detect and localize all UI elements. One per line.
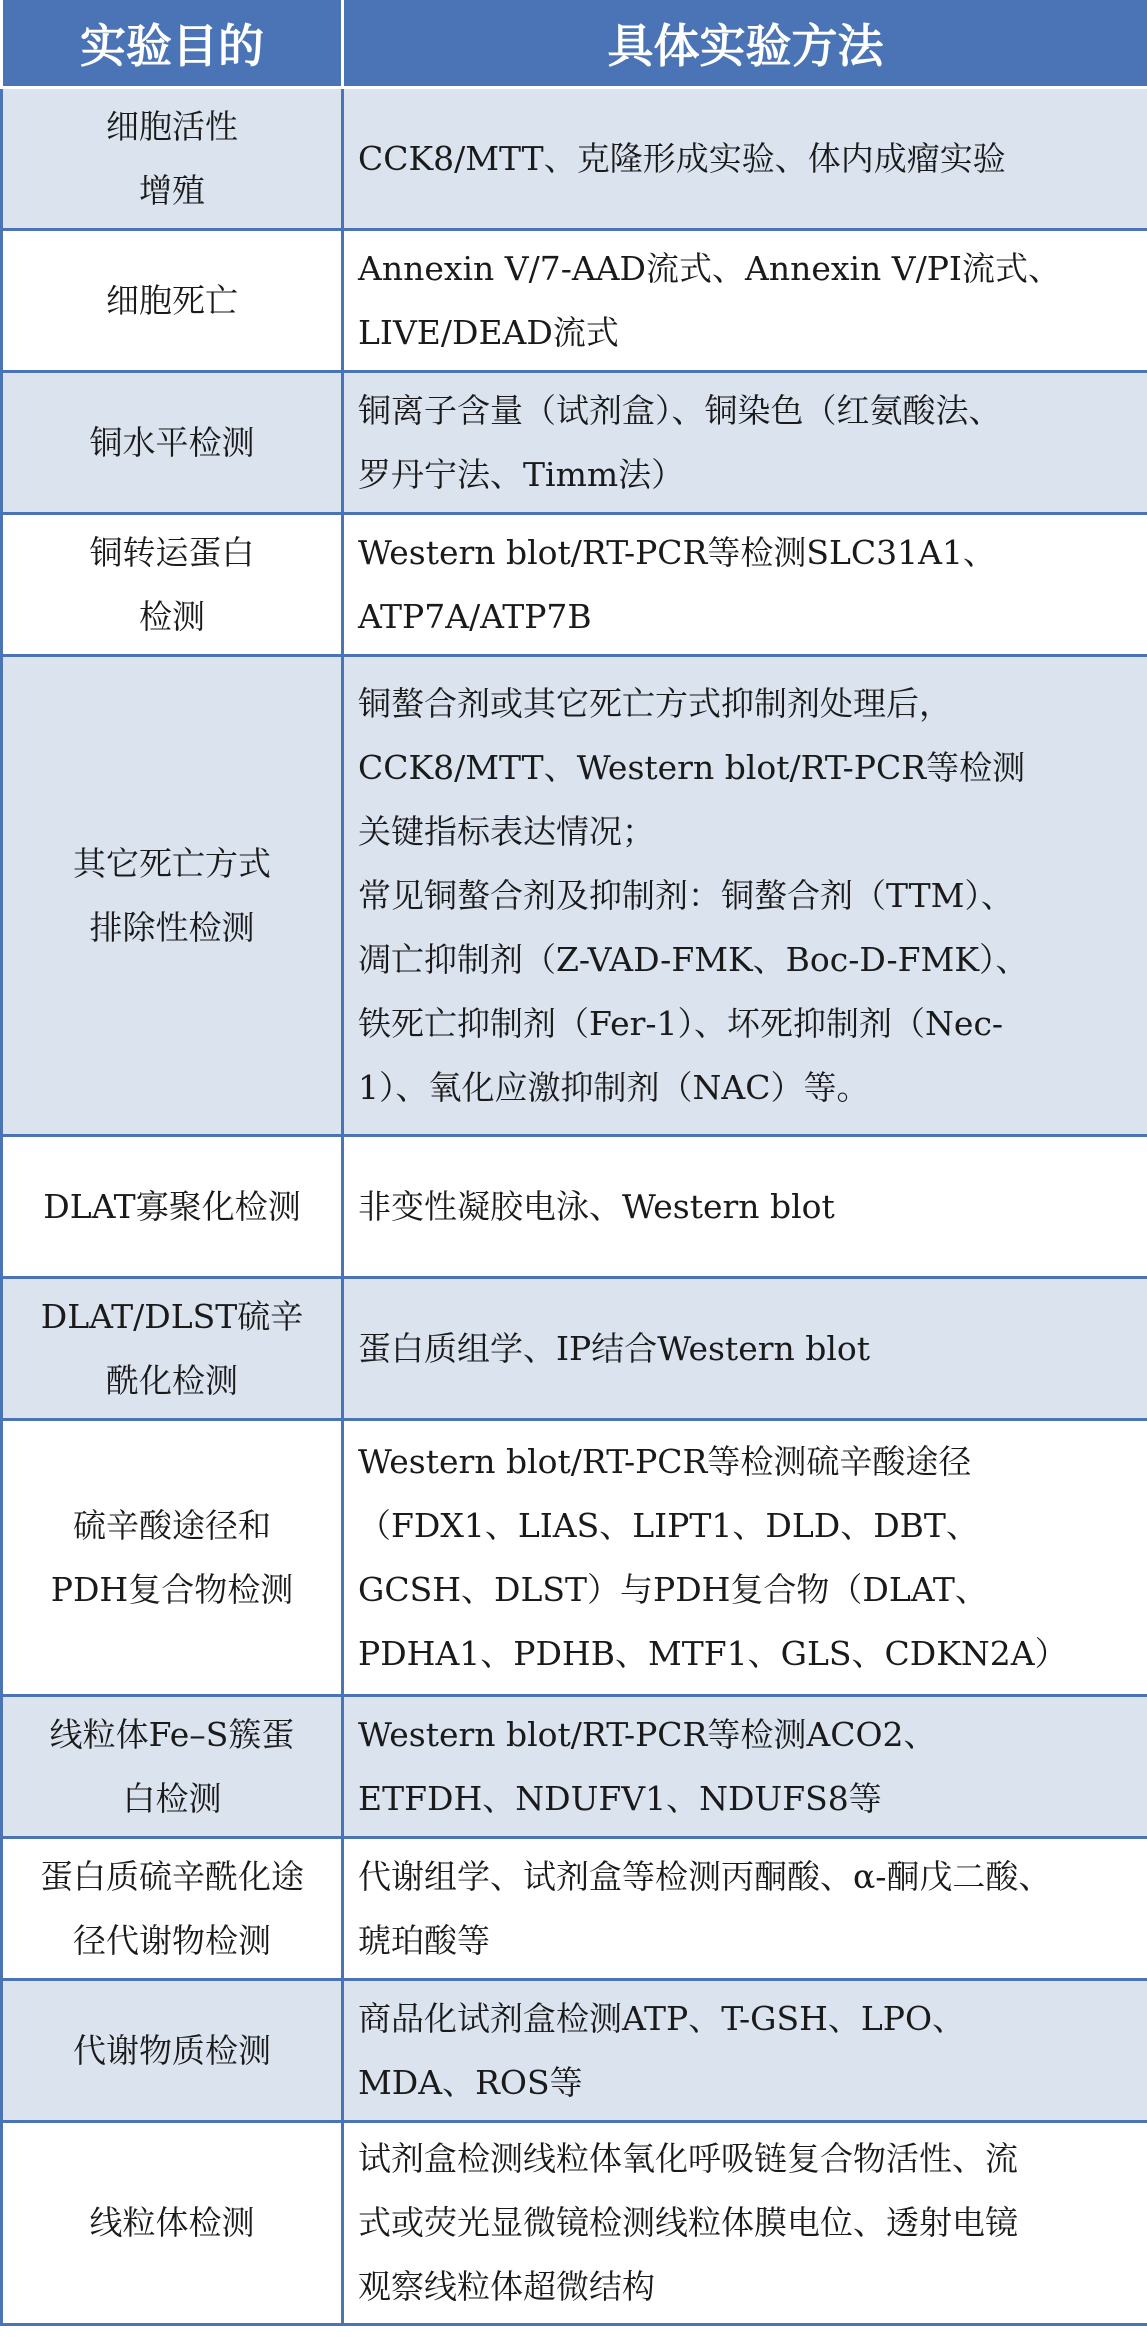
table-row [2, 1278, 1147, 1420]
method-line: （FDX1、LIAS、LIPT1、DLD、DBT、 [358, 1505, 979, 1545]
table-row [2, 1696, 1147, 1838]
purpose-line: 白检测 [122, 1778, 222, 1818]
method-line: 铁死亡抑制剂（Fer-1）、坏死抑制剂（Nec- [358, 1003, 1004, 1043]
purpose-line: 检测 [139, 596, 205, 636]
table-row [2, 656, 1147, 1136]
table-header-row [2, 0, 1147, 88]
method-line: Western blot/RT-PCR等检测ACO2、 [358, 1714, 937, 1754]
purpose-line: 蛋白质硫辛酰化途 [40, 1856, 304, 1896]
purpose-cell [2, 372, 343, 514]
purpose-cell [2, 656, 343, 1136]
header-method: 具体实验方法 [343, 0, 1147, 88]
purpose-cell [2, 1420, 343, 1696]
purpose-line: 细胞死亡 [106, 280, 238, 320]
purpose-cell [2, 1838, 343, 1980]
method-line: 商品化试剂盒检测ATP、T-GSH、LPO、 [358, 1998, 966, 2038]
method-cell [343, 1696, 1147, 1838]
purpose-line: 排除性检测 [89, 907, 255, 947]
method-line: 铜离子含量（试剂盒）、铜染色（红氨酸法、 [358, 390, 1002, 430]
purpose-line: 其它死亡方式 [73, 843, 271, 883]
table-row [2, 1420, 1147, 1696]
method-line: ATP7A/ATP7B [358, 596, 592, 636]
method-line: 非变性凝胶电泳、Western blot [358, 1186, 835, 1226]
method-cell [343, 1980, 1147, 2122]
purpose-line: DLAT/DLST硫辛 [40, 1296, 304, 1336]
method-line: PDHA1、PDHB、MTF1、GLS、CDKN2A） [358, 1633, 1068, 1673]
method-line: MDA、ROS等 [358, 2062, 583, 2102]
table-row [2, 230, 1147, 372]
method-line: Western blot/RT-PCR等检测硫辛酸途径 [358, 1441, 972, 1481]
method-line: 常见铜螯合剂及抑制剂：铜螯合剂（TTM）、 [358, 875, 1014, 915]
table-row [2, 1838, 1147, 1980]
method-line: 铜螯合剂或其它死亡方式抑制剂处理后， [358, 683, 952, 723]
method-cell [343, 1278, 1147, 1420]
method-cell [343, 514, 1147, 656]
purpose-cell [2, 1278, 343, 1420]
method-cell [343, 230, 1147, 372]
method-line: LIVE/DEAD流式 [358, 312, 619, 352]
method-line: ETFDH、NDUFV1、NDUFS8等 [358, 1778, 882, 1818]
purpose-line: 代谢物质检测 [73, 2030, 271, 2070]
purpose-line: 酰化检测 [106, 1360, 238, 1400]
method-cell [343, 372, 1147, 514]
purpose-line: 铜转运蛋白 [89, 532, 255, 572]
method-line: GCSH、DLST）与PDH复合物（DLAT、 [358, 1569, 988, 1609]
method-line: 观察线粒体超微结构 [358, 2267, 655, 2306]
method-line: 凋亡抑制剂（Z-VAD-FMK、Boc-D-FMK）、 [358, 939, 1029, 979]
method-line: Western blot/RT-PCR等检测SLC31A1、 [358, 532, 996, 572]
method-line: 代谢组学、试剂盒等检测丙酮酸、α-酮戊二酸、 [358, 1856, 1052, 1896]
purpose-cell [2, 1980, 343, 2122]
method-cell [343, 88, 1147, 230]
purpose-line: 增殖 [139, 170, 205, 210]
method-line: 蛋白质组学、IP结合Western blot [358, 1328, 871, 1368]
method-line: 罗丹宁法、Timm法） [358, 454, 685, 494]
purpose-cell [2, 514, 343, 656]
method-cell [343, 1136, 1147, 1278]
purpose-line: 细胞活性 [106, 106, 238, 146]
method-cell [343, 1838, 1147, 1980]
method-line: 关键指标表达情况； [358, 811, 655, 851]
table-row [2, 514, 1147, 656]
method-line: CCK8/MTT、克隆形成实验、体内成瘤实验 [358, 138, 1006, 178]
method-line: 1）、氧化应激抑制剂（NAC）等。 [358, 1067, 870, 1107]
purpose-cell [2, 1696, 343, 1838]
purpose-cell [2, 2122, 343, 2325]
method-cell [343, 656, 1147, 1136]
purpose-line: PDH复合物检测 [50, 1569, 294, 1609]
purpose-line: 线粒体检测 [89, 2203, 255, 2242]
method-cell [343, 2122, 1147, 2325]
header-purpose: 实验目的 [2, 0, 343, 88]
table-row [2, 88, 1147, 230]
table-row [2, 1136, 1147, 1278]
method-line: 式或荧光显微镜检测线粒体膜电位、透射电镜 [358, 2203, 1018, 2242]
method-line: 琥珀酸等 [358, 1920, 490, 1960]
table-row [2, 1980, 1147, 2122]
table-body [2, 88, 1147, 2325]
purpose-line: 线粒体Fe–S簇蛋 [49, 1714, 295, 1754]
method-line: Annexin V/7-AAD流式、Annexin V/PI流式、 [358, 248, 1061, 288]
purpose-line: 硫辛酸途径和 [73, 1505, 271, 1545]
table-row [2, 2122, 1147, 2325]
purpose-line: 径代谢物检测 [73, 1920, 271, 1960]
method-line: 试剂盒检测线粒体氧化呼吸链复合物活性、流 [358, 2139, 1018, 2178]
method-line: CCK8/MTT、Western blot/RT-PCR等检测 [358, 747, 1026, 787]
purpose-cell [2, 230, 343, 372]
table-row [2, 372, 1147, 514]
purpose-line: DLAT寡聚化检测 [43, 1186, 301, 1226]
method-cell [343, 1420, 1147, 1696]
purpose-line: 铜水平检测 [89, 422, 255, 462]
purpose-cell [2, 1136, 343, 1278]
purpose-cell [2, 88, 343, 230]
